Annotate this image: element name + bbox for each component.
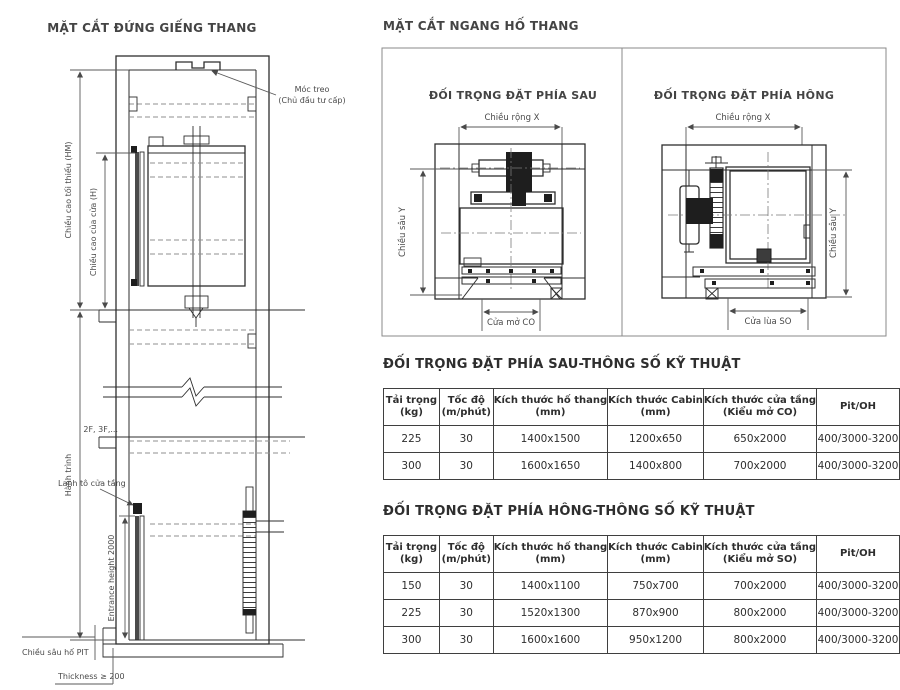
- spec-row: [384, 627, 900, 654]
- counterweight: [243, 487, 284, 633]
- spec-cell: 750x700: [608, 573, 704, 600]
- spec-cell: 870x900: [608, 600, 704, 627]
- plan-rear-title: ĐỐI TRỌNG ĐẶT PHÍA SAU: [428, 89, 598, 102]
- thickness-label: Thickness ≥ 200: [58, 672, 125, 681]
- door-mechanism-side: [693, 249, 815, 288]
- spec-cell: 1400x1100: [493, 573, 607, 600]
- spec-cell: 150: [384, 573, 440, 600]
- plan-rear-door-label: Cửa mở CO: [486, 318, 536, 328]
- spec-cell: 800x2000: [703, 600, 816, 627]
- spec-cell: 400/3000-3200: [817, 600, 900, 627]
- spec-cell: 1200x650: [608, 426, 704, 453]
- column-header: Pit/OH: [817, 536, 900, 573]
- spec-cell: 300: [384, 453, 440, 480]
- column-header: Kích thước Cabin (mm): [608, 536, 704, 573]
- spec-table: [383, 535, 900, 654]
- floor-label: 2F, 3F,...: [83, 425, 118, 434]
- travel-label: Hành trình: [64, 453, 73, 497]
- spec-cell: 400/3000-3200: [817, 426, 900, 453]
- column-header: Pit/OH: [817, 389, 900, 426]
- column-header: Tốc độ (m/phút): [439, 536, 493, 573]
- lintel-label: Lanh tô cửa tầng: [58, 479, 126, 488]
- spec-cell: 1520x1300: [493, 600, 607, 627]
- plan-section-panel: [382, 16, 886, 336]
- spec-row: [384, 453, 900, 480]
- entrance-height-label: Entrance height 2000: [107, 534, 116, 622]
- side-spec-table-title: ĐỐI TRỌNG ĐẶT PHÍA HÔNG-THÔNG SỐ KỸ THUẬT: [383, 504, 755, 519]
- header-row: [384, 536, 900, 573]
- pit-depth-label: Chiều sâu hố PIT: [22, 648, 89, 657]
- spec-cell: 800x2000: [703, 627, 816, 654]
- spec-cell: 225: [384, 600, 440, 627]
- spec-cell: 30: [439, 600, 493, 627]
- door-height-label: Chiều cao của cửa (H): [89, 187, 98, 277]
- min-height-label: Chiều cao tối thiểu (HM): [64, 141, 73, 239]
- plan-rear-width-label: Chiều rộng X: [484, 113, 540, 123]
- column-header: Tốc độ (m/phút): [439, 389, 493, 426]
- dimension-chains: [63, 70, 135, 640]
- column-header: Tải trọng (kg): [384, 389, 440, 426]
- spec-cell: 300: [384, 627, 440, 654]
- plan-rear-counterweight: [397, 87, 597, 331]
- spec-cell: 400/3000-3200: [817, 573, 900, 600]
- plan-side-door-label: Cửa lùa SO: [744, 317, 792, 327]
- rear-spec-table: [383, 388, 900, 480]
- ceiling-hook: [176, 62, 346, 105]
- spec-cell: 700x2000: [703, 573, 816, 600]
- break-symbol: [103, 378, 282, 406]
- spec-cell: 30: [439, 627, 493, 654]
- spec-cell: 30: [439, 573, 493, 600]
- spec-cell: 650x2000: [703, 426, 816, 453]
- spec-cell: 400/3000-3200: [817, 453, 900, 480]
- machine-assembly-rear: [440, 152, 580, 206]
- plan-side-width-label: Chiều rộng X: [715, 113, 771, 123]
- spec-cell: 30: [439, 453, 493, 480]
- column-header: Kích thước cửa tầng (Kiểu mở SO): [703, 536, 816, 573]
- cabin-rear: [460, 208, 563, 264]
- plan-section-title: MẶT CẮT NGANG HỐ THANG: [383, 19, 579, 33]
- vertical-section-diagram: [22, 19, 346, 684]
- rear-spec-table-title: ĐỐI TRỌNG ĐẶT PHÍA SAU-THÔNG SỐ KỸ THUẬT: [383, 357, 741, 372]
- pit: [22, 625, 305, 684]
- side-spec-table: [383, 535, 900, 654]
- spec-row: [384, 426, 900, 453]
- drain-box-rear: [551, 288, 562, 299]
- plan-side-title: ĐỐI TRỌNG ĐẶT PHÍA HÔNG: [653, 89, 835, 102]
- elevator-car: [131, 126, 245, 327]
- plan-side-counterweight: [654, 87, 852, 330]
- spec-row: [384, 573, 900, 600]
- column-header: Tải trọng (kg): [384, 536, 440, 573]
- spec-cell: 950x1200: [608, 627, 704, 654]
- plan-side-depth-label: Chiều sâu Y: [829, 208, 839, 258]
- spec-cell: 225: [384, 426, 440, 453]
- spec-table: [383, 388, 900, 480]
- spec-cell: 1400x800: [608, 453, 704, 480]
- column-header: Kích thước hố thang (mm): [493, 536, 607, 573]
- spec-row: [384, 600, 900, 627]
- plan-rear-depth-label: Chiều sâu Y: [398, 207, 408, 257]
- hook-label-note: (Chủ đầu tư cấp): [278, 96, 346, 105]
- hook-label: Móc treo: [294, 85, 330, 94]
- spec-cell: 400/3000-3200: [817, 627, 900, 654]
- spec-cell: 700x2000: [703, 453, 816, 480]
- column-header: Kích thước cửa tầng (Kiểu mở CO): [703, 389, 816, 426]
- top-floor-slab: [99, 310, 305, 348]
- spec-cell: 1400x1500: [493, 426, 607, 453]
- spec-cell: 1600x1600: [493, 627, 607, 654]
- vertical-section-title: MẶT CẮT ĐỨNG GIẾNG THANG: [47, 21, 257, 35]
- spec-cell: 30: [439, 426, 493, 453]
- header-row: [384, 389, 900, 426]
- column-header: Kích thước Cabin (mm): [608, 389, 704, 426]
- column-header: Kích thước hố thang (mm): [493, 389, 607, 426]
- spec-cell: 1600x1650: [493, 453, 607, 480]
